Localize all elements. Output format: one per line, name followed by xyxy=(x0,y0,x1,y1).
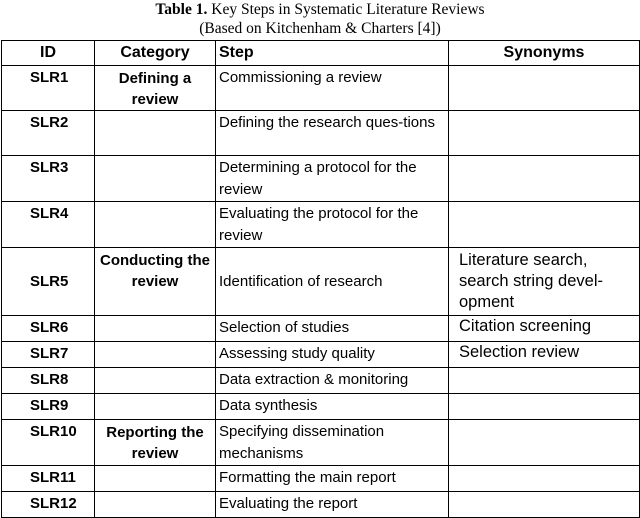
category-cell xyxy=(95,394,216,420)
step-cell: Data synthesis xyxy=(216,394,449,420)
table-label: Table 1. xyxy=(155,1,208,18)
step-cell: Determining a protocol for the review xyxy=(216,156,449,202)
step-cell: Identification of research xyxy=(216,248,449,316)
id-cell: SLR6 xyxy=(2,316,95,342)
category-cell: Conducting the review xyxy=(95,248,216,316)
step-cell: Commissioning a review xyxy=(216,66,449,111)
synonyms-cell xyxy=(449,466,640,492)
id-cell: SLR3 xyxy=(2,156,95,202)
table-row xyxy=(2,420,640,466)
table-row xyxy=(2,394,640,420)
step-cell: Data extraction & monitoring xyxy=(216,368,449,394)
category-cell xyxy=(95,316,216,342)
slr-steps-table xyxy=(1,40,640,518)
step-cell: Selection of studies xyxy=(216,316,449,342)
step-cell: Evaluating the report xyxy=(216,492,449,518)
synonyms-cell xyxy=(449,368,640,394)
synonyms-cell xyxy=(449,111,640,156)
synonyms-cell: Literature search, search string devel-opment xyxy=(449,248,640,316)
category-cell xyxy=(95,466,216,492)
table-row xyxy=(2,316,640,342)
step-cell: Formatting the main report xyxy=(216,466,449,492)
synonyms-cell: Citation screening xyxy=(449,316,640,342)
id-cell: SLR12 xyxy=(2,492,95,518)
id-cell: SLR1 xyxy=(2,66,95,111)
id-cell: SLR11 xyxy=(2,466,95,492)
synonyms-cell xyxy=(449,394,640,420)
table-row xyxy=(2,111,640,156)
category-cell xyxy=(95,492,216,518)
id-cell: SLR7 xyxy=(2,342,95,368)
table-row xyxy=(2,368,640,394)
synonyms-cell xyxy=(449,202,640,248)
category-cell xyxy=(95,111,216,156)
header-id: ID xyxy=(2,41,95,66)
category-cell xyxy=(95,202,216,248)
table-row xyxy=(2,466,640,492)
id-cell: SLR5 xyxy=(2,248,95,316)
category-cell: Defining a review xyxy=(95,66,216,111)
table-row xyxy=(2,156,640,202)
table-row xyxy=(2,248,640,316)
header-step: Step xyxy=(216,41,449,66)
synonyms-cell xyxy=(449,420,640,466)
table-caption xyxy=(0,0,640,19)
table-header-row xyxy=(2,41,640,66)
table-row xyxy=(2,202,640,248)
synonyms-cell xyxy=(449,66,640,111)
table-row xyxy=(2,492,640,518)
step-cell: Assessing study quality xyxy=(216,342,449,368)
synonyms-cell xyxy=(449,156,640,202)
category-cell xyxy=(95,156,216,202)
synonyms-cell: Selection review xyxy=(449,342,640,368)
id-cell: SLR8 xyxy=(2,368,95,394)
step-cell: Specifying dissemination mechanisms xyxy=(216,420,449,466)
id-cell: SLR2 xyxy=(2,111,95,156)
id-cell: SLR9 xyxy=(2,394,95,420)
category-cell: Reporting the review xyxy=(95,420,216,466)
id-cell: SLR10 xyxy=(2,420,95,466)
table-row xyxy=(2,342,640,368)
header-category: Category xyxy=(95,41,216,66)
table-title: Key Steps in Systematic Literature Reviews xyxy=(211,1,485,18)
step-cell: Defining the research ques-tions xyxy=(216,111,449,156)
category-cell xyxy=(95,368,216,394)
id-cell: SLR4 xyxy=(2,202,95,248)
category-cell xyxy=(95,342,216,368)
header-synonyms: Synonyms xyxy=(449,41,640,66)
synonyms-cell xyxy=(449,492,640,518)
table-subtitle: (Based on Kitchenham & Charters [4]) xyxy=(199,20,441,37)
step-cell: Evaluating the protocol for the review xyxy=(216,202,449,248)
table-row xyxy=(2,66,640,111)
